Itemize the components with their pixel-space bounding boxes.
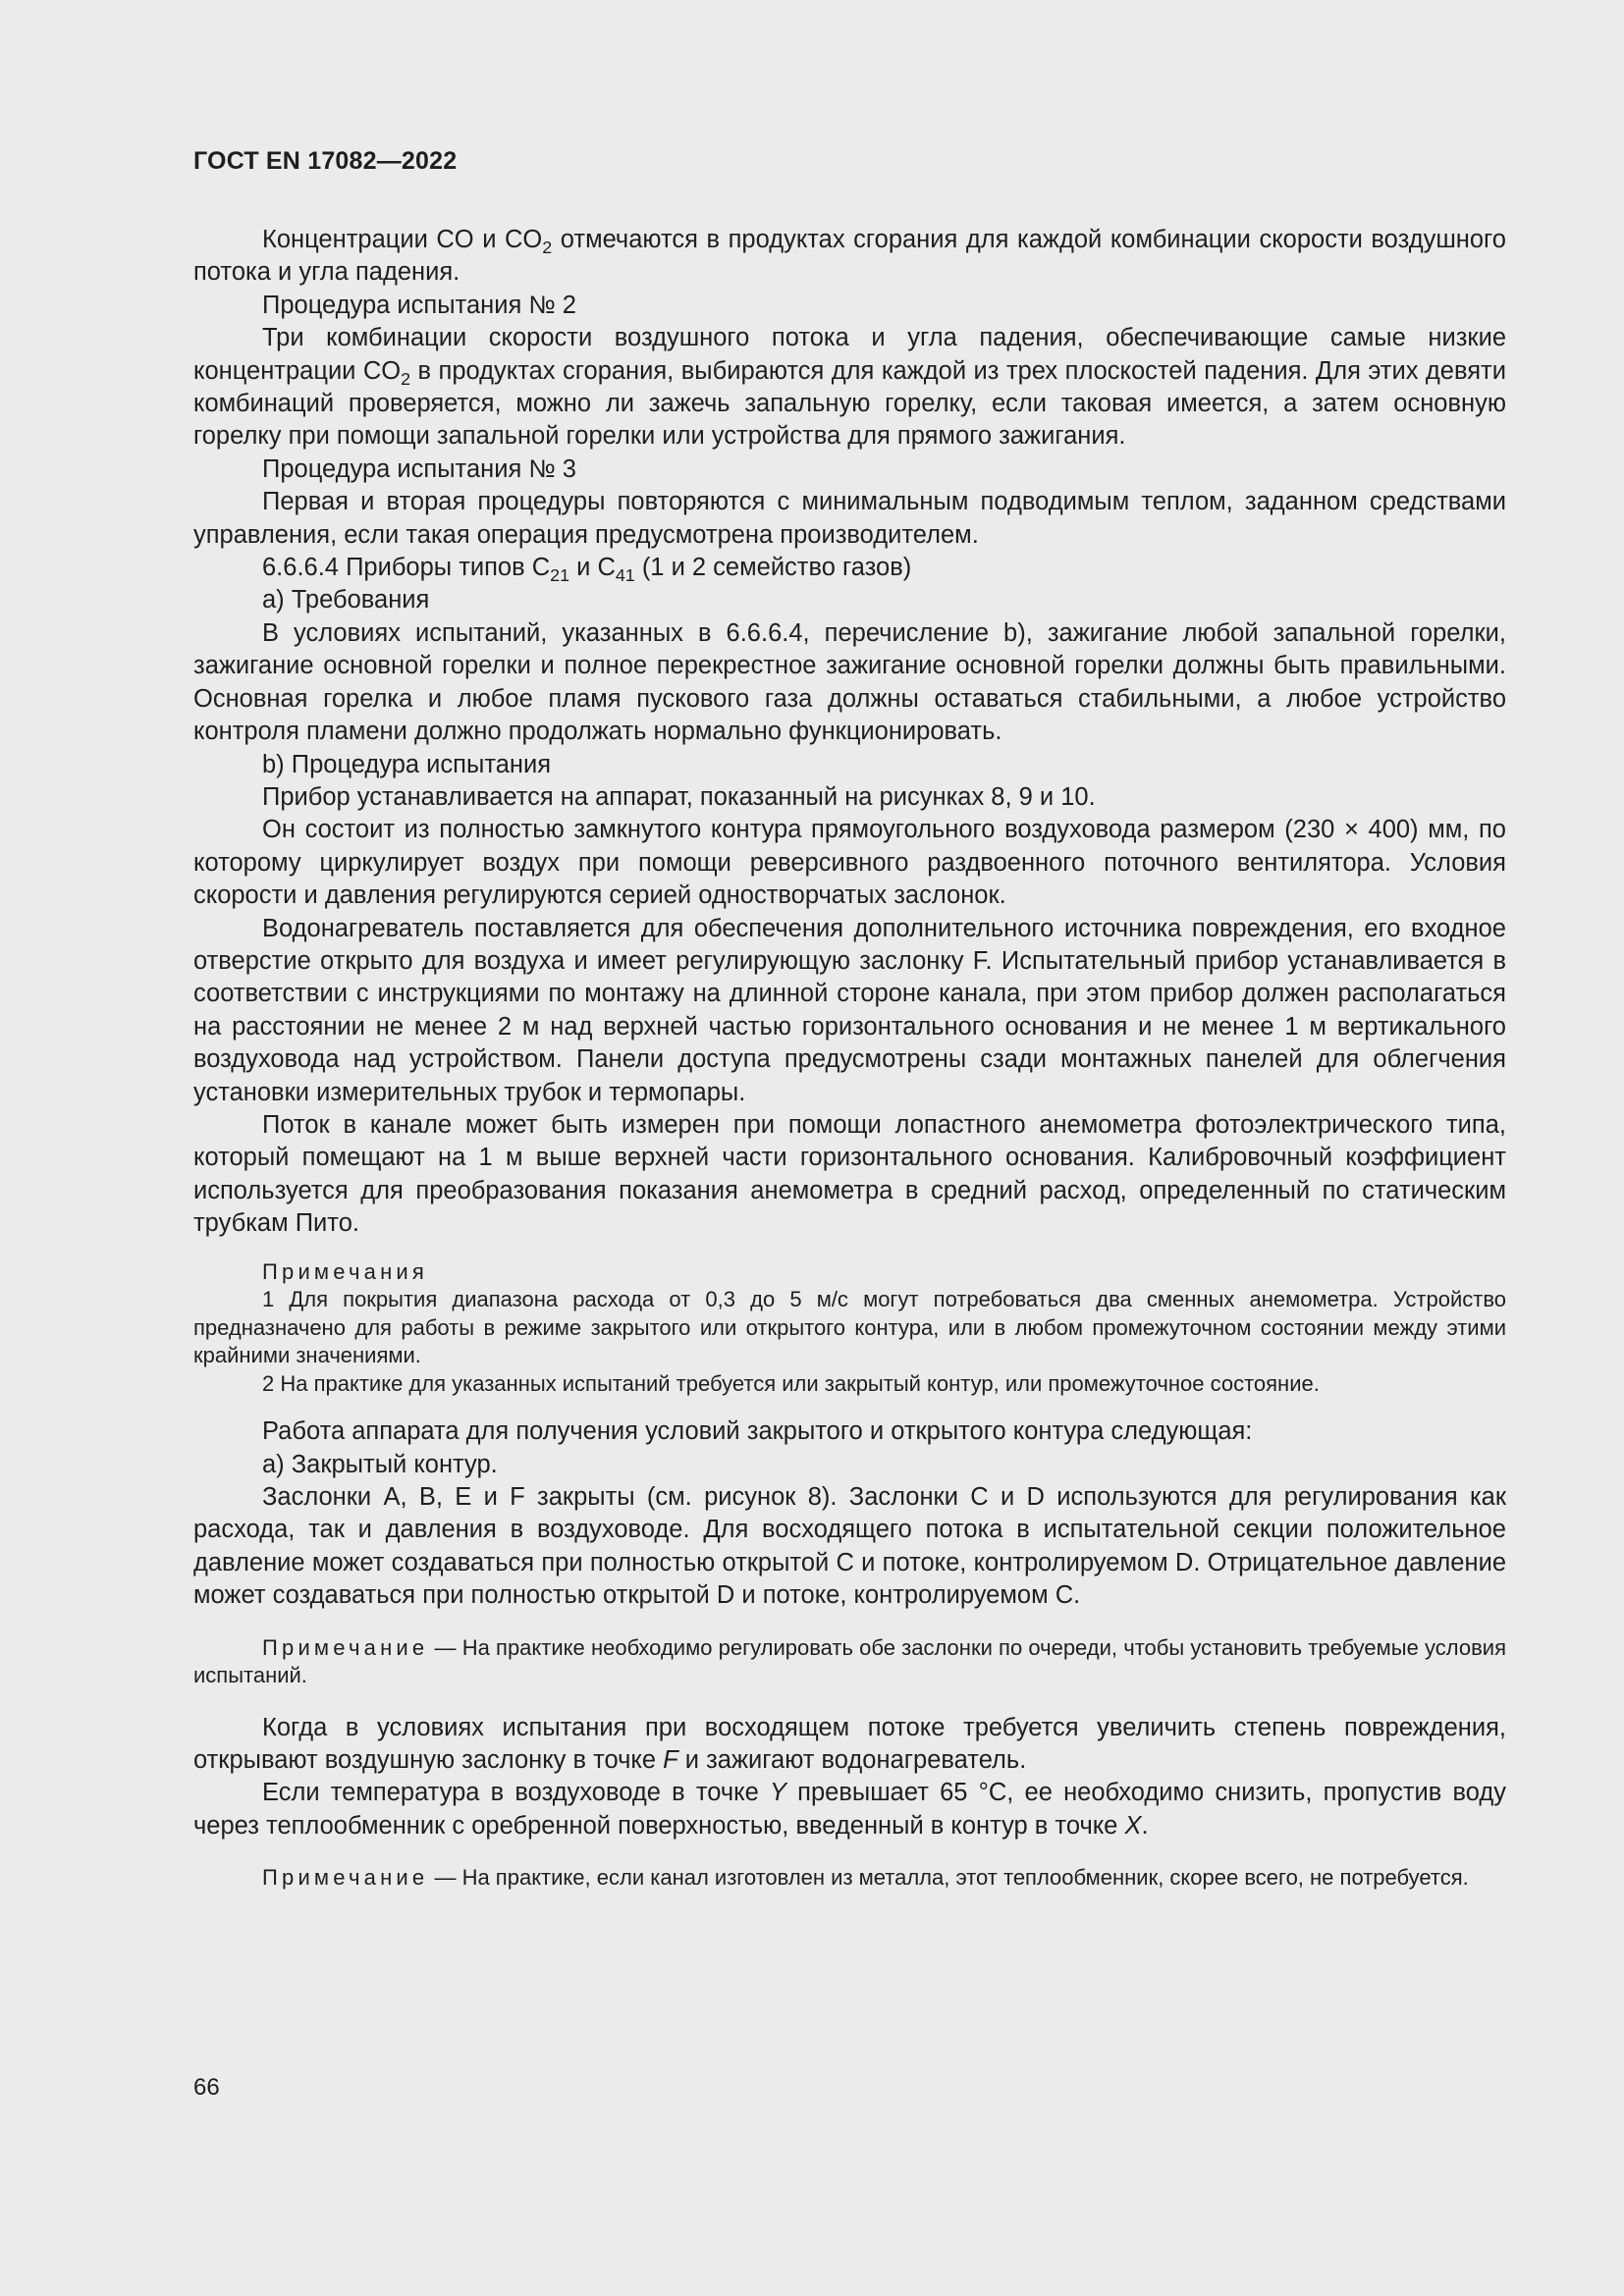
note-2: 2 На практике для указанных испытаний требуется или закрытый контур, или промежуточное состояние. xyxy=(262,1370,1320,1396)
procedure-2-title: Процедура испытания № 2 xyxy=(262,291,576,319)
procedure-title: b) Процедура испытания xyxy=(262,750,552,778)
note-4: Примечание — На практике, если канал изготовлен из металла, этот теплообменник, скорее всего, не потребуется. xyxy=(262,1865,1469,1891)
closed-circuit-title: а) Закрытый контур. xyxy=(262,1450,498,1478)
paragraph: Заслонки A, B, E и F закрыты (см. рисунок 8). Заслонки C и D используются для регулирования как расхода, так и давления в воздуховоде. Для восходящего потока в испытательной секции положительное давление может создаваться при полностью открытой C и потоке, контролируемом D. Отрицательное давление может создаваться при полностью открытой D и потоке, контролируемом C. xyxy=(193,1482,1506,1610)
procedure-3-title: Процедура испытания № 3 xyxy=(262,454,576,483)
paragraph: Прибор устанавливается на аппарат, показанный на рисунках 8, 9 и 10. xyxy=(262,782,1096,811)
paragraph: В условиях испытаний, указанных в 6.6.6.4, перечисление b), зажигание любой запальной горелки, зажигание основной горелки и полное перекрестное зажигание основной горелки должны быть правильными. Основная горелка и любое пламя пускового газа должны оставаться стабильными, а любое устройство контроля пламени должно продолжать нормально функционировать. xyxy=(193,618,1506,746)
paragraph: Водонагреватель поставляется для обеспечения дополнительного источника повреждения, его входное отверстие открыто для воздуха и имеет регулирующую заслонку F. Испытательный прибор устанавливается в соответствии с инструкциями по монтажу на длинной стороне канала, при этом прибор должен располагаться на расстоянии не менее 2 м над верхней частью горизонтального основания и не менее 1 м вертикального воздуховода над устройством. Панели доступа предусмотрены сзади монтажных панелей для облегчения установки измерительных трубок и термопары. xyxy=(193,914,1506,1106)
document-header: ГОСТ EN 17082—2022 xyxy=(193,147,458,175)
paragraph: Три комбинации скорости воздушного потока и угла падения, обеспечивающие самые низкие концентрации $CO_2$ в продуктах сгорания, выбираются для каждой из трех плоскостей падения. Для этих девяти комбинаций проверяется, можно ли зажечь запальную горелку, если таковая имеется, а затем основную горелку при помощи запальной горелки или устройства для прямого зажигания. xyxy=(193,324,1506,451)
notes-title: Примечания xyxy=(262,1258,429,1284)
note-1: 1 Для покрытия диапазона расхода от 0,3 до 5 м/с могут потребоваться два сменных анемометра. Устройство предназначено для работы в режиме закрытого или открытого контура, или в любом промежуточном состоянии между этими крайними значениями. xyxy=(193,1287,1506,1368)
paragraph: Работа аппарата для получения условий закрытого и открытого контура следующая: xyxy=(262,1417,1253,1446)
paragraph: Концентрации CO и $CO_2$ отмечаются в продуктах сгорания для каждой комбинации скорости воздушного потока и угла падения. xyxy=(193,226,1506,287)
requirements-title: а) Требования xyxy=(262,586,430,614)
note-3: Примечание — На практике необходимо регулировать обе заслонки по очереди, чтобы установить требуемые условия испытаний. xyxy=(193,1634,1506,1688)
document-body xyxy=(193,224,1506,1893)
paragraph: Если температура в воздуховоде в точке Y превышает 65 °C, ее необходимо снизить, пропустив воду через теплообменник с оребренной поверхностью, введенный в контур в точке X. xyxy=(193,1779,1506,1840)
paragraph: Поток в канале может быть измерен при помощи лопастного анемометра фотоэлектрического типа, который помещают на 1 м выше верхней части горизонтального основания. Калибровочный коэффициент используется для преобразования показания анемометра в средний расход, определенный по статическим трубкам Пито. xyxy=(193,1110,1506,1238)
paragraph: Когда в условиях испытания при восходящем потоке требуется увеличить степень повреждения, открывают воздушную заслонку в точке F и зажигают водонагреватель. xyxy=(193,1713,1506,1774)
page-number: 66 xyxy=(193,2074,220,2101)
paragraph: Первая и вторая процедуры повторяются с минимальным подводимым теплом, заданном средствами управления, если такая операция предусмотрена производителем. xyxy=(193,488,1506,549)
section-heading: 6.6.6.4 Приборы типов $C_{21}$ и $C_{41}$ (1 и 2 семейство газов) xyxy=(262,554,912,586)
paragraph: Он состоит из полностью замкнутого контура прямоугольного воздуховода размером (230 × 400) мм, по которому циркулирует воздух при помощи реверсивного раздвоенного поточного вентилятора. Условия скорости и давления регулируются серией одностворчатых заслонок. xyxy=(193,816,1506,910)
